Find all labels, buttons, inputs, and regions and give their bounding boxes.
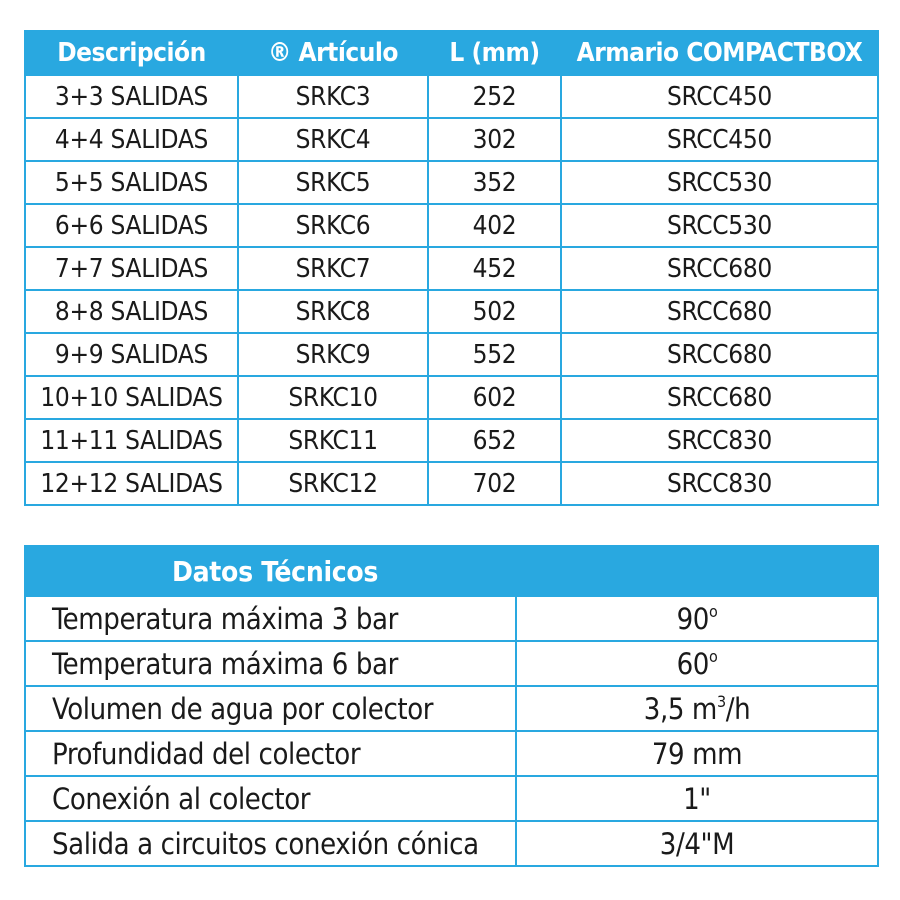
tech-value-main: 90 xyxy=(676,601,709,636)
cell-armario: SRCC530 xyxy=(561,204,878,247)
table-row xyxy=(25,776,878,821)
cell-descripcion: 11+11 SALIDAS xyxy=(25,419,238,462)
cell-descripcion: 5+5 SALIDAS xyxy=(25,161,238,204)
cell-descripcion: 9+9 SALIDAS xyxy=(25,333,238,376)
cell-descripcion: 3+3 SALIDAS xyxy=(25,75,238,118)
tech-label: Salida a circuitos conexión cónica xyxy=(25,821,516,866)
tech-value xyxy=(516,686,878,731)
cell-armario: SRCC830 xyxy=(561,419,878,462)
cell-armario: SRCC680 xyxy=(561,290,878,333)
cell-descripcion: 12+12 SALIDAS xyxy=(25,462,238,505)
cell-longitud: 652 xyxy=(428,419,561,462)
table-row xyxy=(25,686,878,731)
products-table-body xyxy=(25,75,878,505)
column-header-articulo: ® Artículo xyxy=(238,31,428,75)
cell-longitud: 352 xyxy=(428,161,561,204)
tech-label: Conexión al colector xyxy=(25,776,516,821)
products-table xyxy=(24,30,879,506)
tech-value xyxy=(516,731,878,776)
technical-data-table xyxy=(24,545,879,867)
cell-articulo: SRKC9 xyxy=(238,333,428,376)
table-row xyxy=(25,462,878,505)
tech-value-main: 3/4"M xyxy=(659,826,735,861)
cell-articulo: SRKC3 xyxy=(238,75,428,118)
cell-armario: SRCC680 xyxy=(561,333,878,376)
header-row xyxy=(25,546,878,596)
cell-longitud: 602 xyxy=(428,376,561,419)
tech-value-main: 1" xyxy=(683,781,711,816)
cell-articulo: SRKC7 xyxy=(238,247,428,290)
cell-longitud: 252 xyxy=(428,75,561,118)
table-row xyxy=(25,290,878,333)
cell-descripcion: 10+10 SALIDAS xyxy=(25,376,238,419)
tech-label: Temperatura máxima 6 bar xyxy=(25,641,516,686)
table-row xyxy=(25,75,878,118)
table-row xyxy=(25,247,878,290)
cell-articulo: SRKC10 xyxy=(238,376,428,419)
table-row xyxy=(25,596,878,641)
tech-label: Temperatura máxima 3 bar xyxy=(25,596,516,641)
cubic-sup: 3 xyxy=(716,691,726,711)
tech-value xyxy=(516,641,878,686)
tech-value-suffix: /h xyxy=(725,691,751,726)
cell-longitud: 452 xyxy=(428,247,561,290)
cell-articulo: SRKC6 xyxy=(238,204,428,247)
cell-articulo: SRKC8 xyxy=(238,290,428,333)
table-row xyxy=(25,419,878,462)
cell-articulo: SRKC4 xyxy=(238,118,428,161)
table-row xyxy=(25,161,878,204)
cell-articulo: SRKC12 xyxy=(238,462,428,505)
tech-value-main: 79 mm xyxy=(651,736,743,771)
column-header-armario: Armario COMPACTBOX xyxy=(561,31,878,75)
cell-armario: SRCC680 xyxy=(561,247,878,290)
table-row xyxy=(25,118,878,161)
tech-value-main: 3,5 m xyxy=(643,691,717,726)
cell-longitud: 502 xyxy=(428,290,561,333)
cell-articulo: SRKC11 xyxy=(238,419,428,462)
technical-data-title: Datos Técnicos xyxy=(25,546,878,596)
cell-armario: SRCC450 xyxy=(561,75,878,118)
header-row xyxy=(25,31,878,75)
cell-descripcion: 6+6 SALIDAS xyxy=(25,204,238,247)
cell-articulo: SRKC5 xyxy=(238,161,428,204)
cell-armario: SRCC530 xyxy=(561,161,878,204)
degree-sup: o xyxy=(709,601,718,621)
degree-sup: o xyxy=(709,646,718,666)
technical-data-header xyxy=(25,546,878,596)
table-row xyxy=(25,641,878,686)
cell-armario: SRCC680 xyxy=(561,376,878,419)
cell-descripcion: 4+4 SALIDAS xyxy=(25,118,238,161)
technical-data-body xyxy=(25,596,878,866)
table-row xyxy=(25,204,878,247)
tech-value xyxy=(516,596,878,641)
column-header-descripcion: Descripción xyxy=(25,31,238,75)
cell-longitud: 552 xyxy=(428,333,561,376)
cell-descripcion: 8+8 SALIDAS xyxy=(25,290,238,333)
products-table-header xyxy=(25,31,878,75)
tech-value-main: 60 xyxy=(676,646,709,681)
table-row xyxy=(25,333,878,376)
table-row xyxy=(25,376,878,419)
cell-longitud: 702 xyxy=(428,462,561,505)
cell-descripcion: 7+7 SALIDAS xyxy=(25,247,238,290)
table-row xyxy=(25,731,878,776)
cell-longitud: 402 xyxy=(428,204,561,247)
tech-value xyxy=(516,776,878,821)
cell-armario: SRCC450 xyxy=(561,118,878,161)
cell-armario: SRCC830 xyxy=(561,462,878,505)
tech-label: Volumen de agua por colector xyxy=(25,686,516,731)
tech-value xyxy=(516,821,878,866)
tech-label: Profundidad del colector xyxy=(25,731,516,776)
cell-longitud: 302 xyxy=(428,118,561,161)
table-row xyxy=(25,821,878,866)
column-header-longitud: L (mm) xyxy=(428,31,561,75)
